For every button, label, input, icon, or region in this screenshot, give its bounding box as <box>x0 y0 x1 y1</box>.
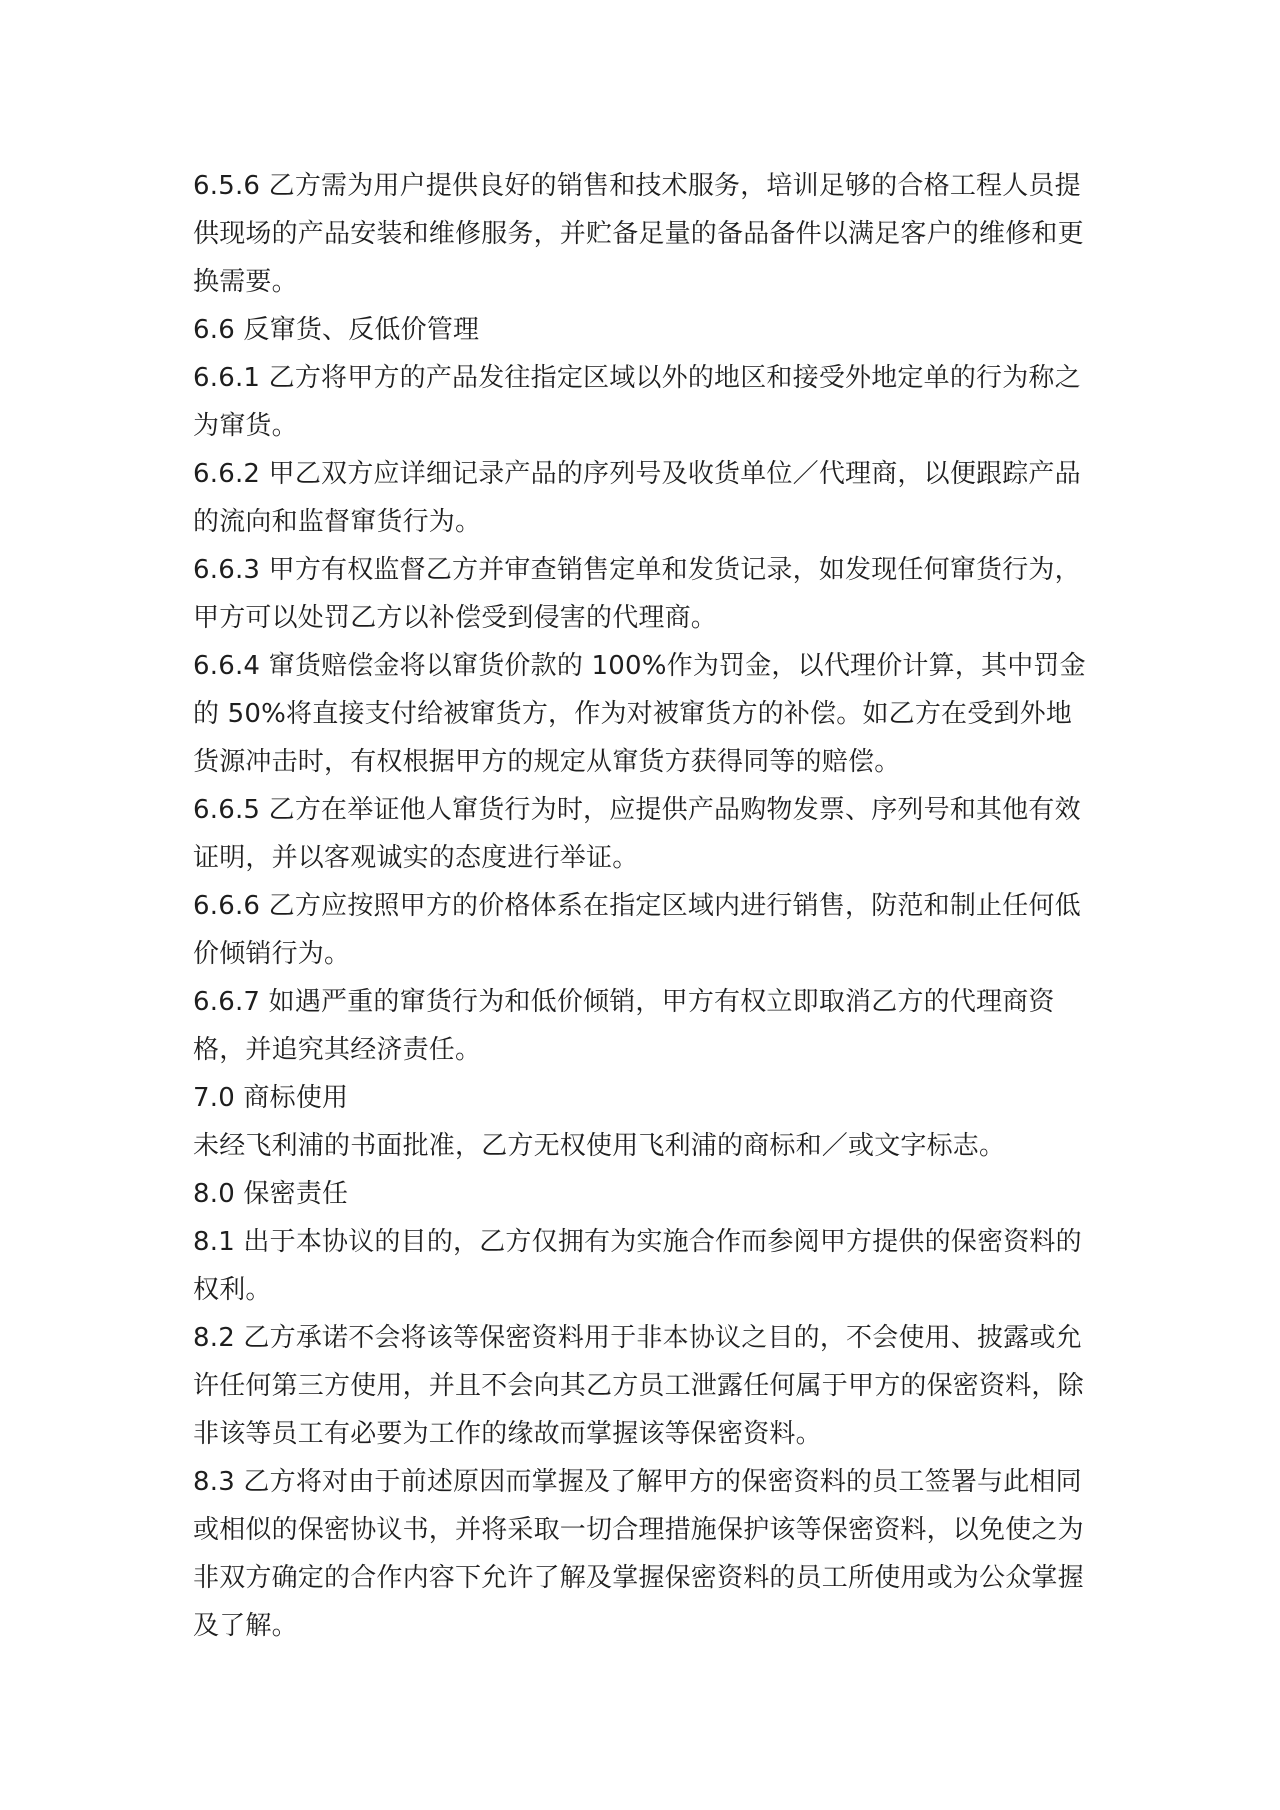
clause-7-0-body: 未经飞利浦的书面批准，乙方无权使用飞利浦的商标和／或文字标志。 <box>193 1131 1006 1161</box>
clause-6-6-4: 6.6.4 窜货赔偿金将以窜货价款的 100%作为罚金，以代理价计算，其中罚金的 50%将直接支付给被窜货方，作为对被窜货方的补偿。如乙方在受到外地货源冲击时，有权根据甲方的规定从窜货方获得同等的赔偿。 <box>193 651 1086 777</box>
clause-8-2: 8.2 乙方承诺不会将该等保密资料用于非本协议之目的，不会使用、披露或允许任何第三方使用，并且不会向其乙方员工泄露任何属于甲方的保密资料，除非该等员工有必要为工作的缘故而掌握该等保密资料。 <box>193 1323 1084 1449</box>
section-8-0-heading: 8.0 保密责任 <box>193 1179 349 1209</box>
clause-6-6-3: 6.6.3 甲方有权监督乙方并审查销售定单和发货记录，如发现任何窜货行为，甲方可以处罚乙方以补偿受到侵害的代理商。 <box>193 555 1081 633</box>
clause-6-6-1: 6.6.1 乙方将甲方的产品发往指定区域以外的地区和接受外地定单的行为称之为窜货。 <box>193 363 1081 441</box>
section-6-6-heading: 6.6 反窜货、反低价管理 <box>193 315 480 345</box>
clause-6-6-2: 6.6.2 甲乙双方应详细记录产品的序列号及收货单位／代理商，以便跟踪产品的流向和监督窜货行为。 <box>193 459 1081 537</box>
section-7-0-heading: 7.0 商标使用 <box>193 1083 349 1113</box>
clause-8-1: 8.1 出于本协议的目的，乙方仅拥有为实施合作而参阅甲方提供的保密资料的权利。 <box>193 1227 1082 1305</box>
clause-6-6-5: 6.6.5 乙方在举证他人窜货行为时，应提供产品购物发票、序列号和其他有效证明，并以客观诚实的态度进行举证。 <box>193 795 1081 873</box>
clause-6-6-6: 6.6.6 乙方应按照甲方的价格体系在指定区域内进行销售，防范和制止任何低价倾销行为。 <box>193 891 1081 969</box>
clause-6-5-6: 6.5.6 乙方需为用户提供良好的销售和技术服务，培训足够的合格工程人员提供现场的产品安装和维修服务，并贮备足量的备品备件以满足客户的维修和更换需要。 <box>193 171 1084 297</box>
document-page <box>193 162 1093 1650</box>
clause-8-3: 8.3 乙方将对由于前述原因而掌握及了解甲方的保密资料的员工签署与此相同或相似的保密协议书，并将采取一切合理措施保护该等保密资料，以免使之为非双方确定的合作内容下允许了解及掌握保密资料的员工所使用或为公众掌握及了解。 <box>193 1467 1084 1641</box>
clause-6-6-7: 6.6.7 如遇严重的窜货行为和低价倾销，甲方有权立即取消乙方的代理商资格，并追究其经济责任。 <box>193 987 1055 1065</box>
